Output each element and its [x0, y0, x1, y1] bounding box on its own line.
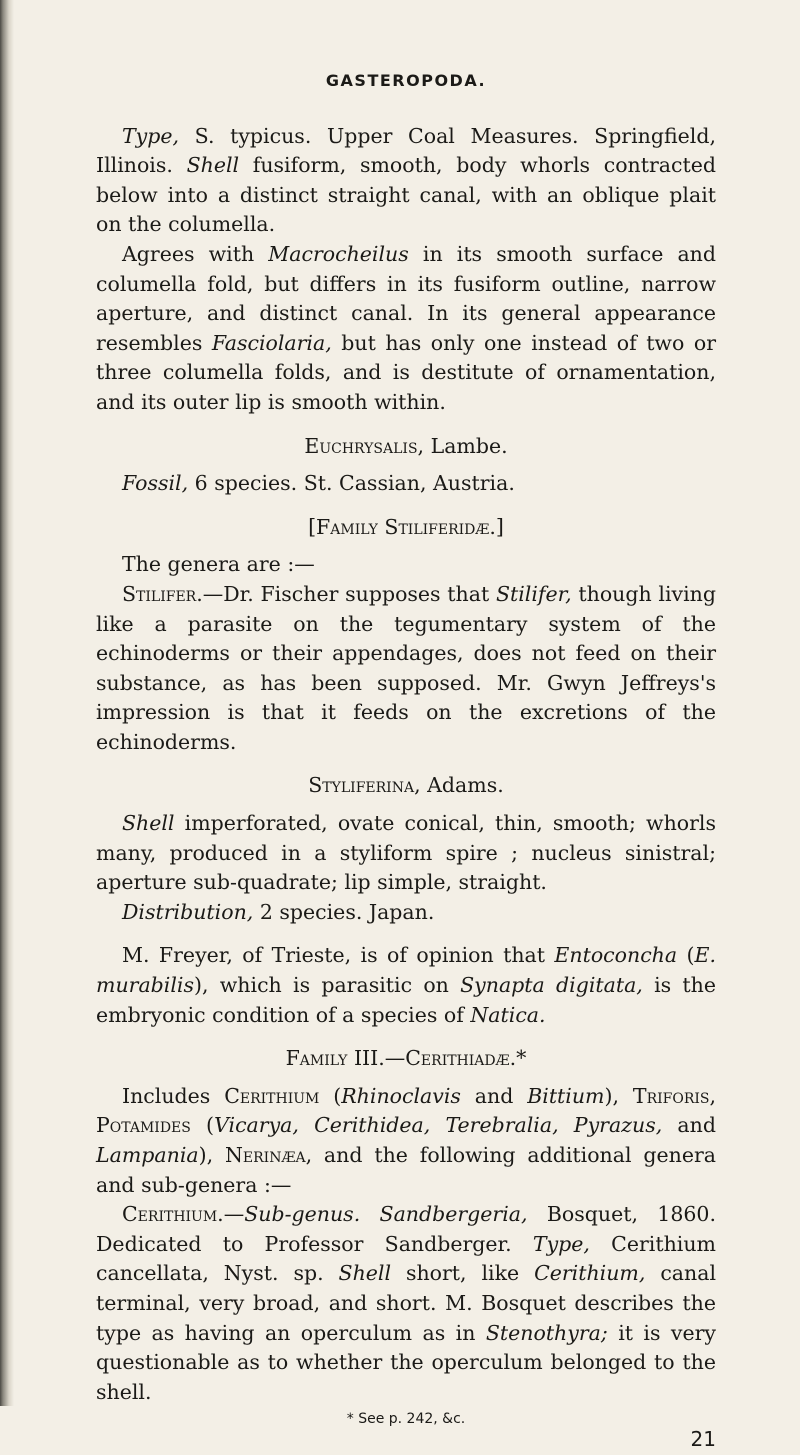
book-page — [96, 66, 716, 1455]
paragraph-fossil: Fossil, 6 species. St. Cassian, Austria. — [122, 471, 515, 496]
genus-heading-euchrysalis: Euchrysalis, Lambe. — [304, 433, 508, 458]
paragraph-freyer: M. Freyer, of Trieste, is of opinion that Entoconcha (E. murabilis), which is parasitic on Synapta digitata, is the embryonic condition of a species of Natica. — [96, 943, 716, 1027]
paragraph-cerithium: Cerithium.—Sub-genus. Sandbergeria, Bosquet, 1860. Dedicated to Professor Sandberger. Type, Cerithium cancellata, Nyst. sp. Shell short, like Cerithium, canal terminal, very broad, and short. M. Bosquet describes the type as having an operculum as in Stenothyra; it is very questionable as to whether the operculum belonged to the shell. — [96, 1202, 717, 1404]
page-number: 21 — [690, 1427, 716, 1452]
footnote: * See p. 242, &c. — [346, 1411, 466, 1428]
paragraph-distribution: Distribution, 2 species. Japan. — [122, 899, 435, 924]
family-heading-stiliferidae: [Family Stiliferidæ.] — [308, 514, 504, 539]
page-binding-edge — [0, 0, 14, 1406]
running-header: GASTEROPODA. — [325, 71, 487, 90]
paragraph-comparison: Agrees with Macrocheilus in its smooth surface and columella fold, but differs in its fusiform outline, narrow aperture, and distinct canal. In its general appearance resembles Fasciolaria, but has only one instead of two or three columella folds, and is destitute of ornamentation, and its outer lip is smooth within. — [96, 241, 716, 414]
genus-heading-styliferina: Styliferina, Adams. — [308, 773, 504, 798]
paragraph-type-description: Type, S. typicus. Upper Coal Measures. Springfield, Illinois. Shell fusiform, smooth, body whorls contracted below into a distinct straight canal, with an oblique plait on the columella. — [96, 123, 716, 237]
paragraph-shell-styliferina: Shell imperforated, ovate conical, thin, smooth; whorls many, produced in a styliform spire ; nucleus sinistral; aperture sub-quadrate; lip simple, straight. — [96, 811, 716, 895]
paragraph-genera-are: The genera are :— — [122, 552, 315, 577]
paragraph-stilifer: Stilifer.—Dr. Fischer supposes that Stilifer, though living like a parasite on the tegumentary system of the echinoderms or their appendages, does not feed on their substance, as has been supposed. Mr. Gwyn Jeffreys's impression is that it feeds on the excretions of the echinoderms. — [96, 581, 717, 754]
paragraph-includes: Includes Cerithium (Rhinoclavis and Bittium), Triforis, Potamides (Vicarya, Cerithidea, Terebralia, Pyrazus, and Lampania), Nerinæa, and the following additional genera and sub-genera :— — [96, 1083, 717, 1197]
family-heading-cerithiadae: Family III.—Cerithiadæ.* — [285, 1046, 527, 1071]
